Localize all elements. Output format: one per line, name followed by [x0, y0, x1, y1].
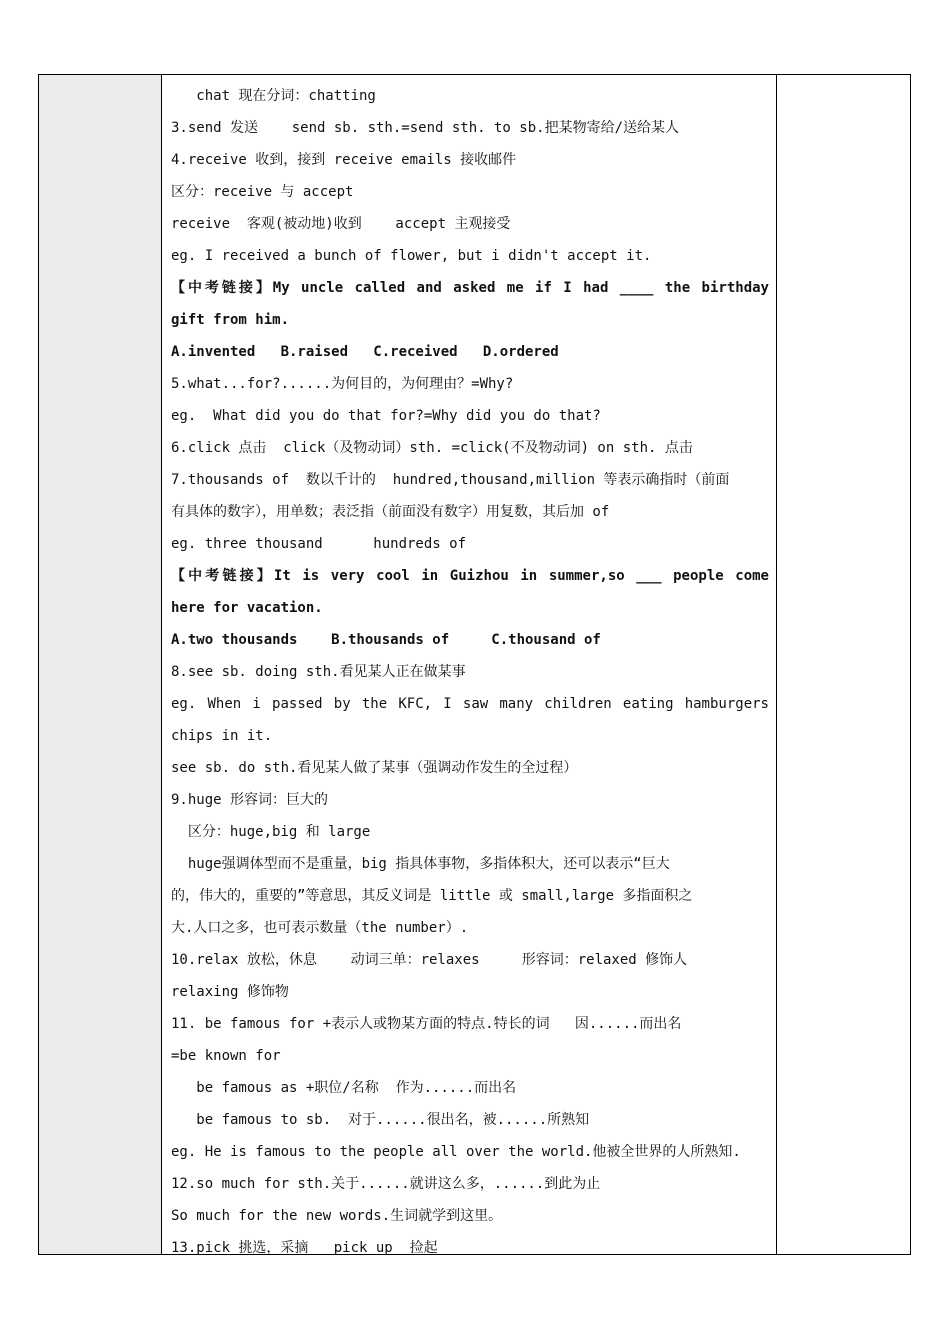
text-line: 11. be famous for +表示人或物某方面的特点.特长的词 因......而出名: [171, 1016, 682, 1032]
text-line: eg. What did you do that for?=Why did you do that?: [171, 408, 601, 424]
text-line: eg. He is famous to the people all over the world.他被全世界的人所熟知.: [171, 1144, 741, 1160]
text-line: be famous as +职位/名称 作为......而出名: [171, 1080, 517, 1096]
right-column-cell: [777, 75, 910, 1254]
text-line: here for vacation.: [171, 600, 323, 616]
text-line: see sb. do sth.看见某人做了某事（强调动作发生的全过程）: [171, 760, 578, 776]
text-line: 【中考链接】It is very cool in Guizhou in summer,so ___ people come: [171, 568, 769, 584]
text-line: 大.人口之多，也可表示数量（the number）.: [171, 920, 469, 936]
text-line: 12.so much for sth.关于......就讲这么多，......到此为止: [171, 1176, 601, 1192]
text-line: 区分：receive 与 accept: [171, 184, 354, 200]
text-line: A.invented B.raised C.received D.ordered: [171, 344, 559, 360]
text-line: 6.click 点击 click（及物动词）sth. =click(不及物动词) on sth. 点击: [171, 440, 693, 456]
left-column-cell: [39, 75, 162, 1254]
text-line: 10.relax 放松，休息 动词三单：relaxes 形容词：relaxed 修饰人: [171, 952, 688, 968]
text-line: 13.pick 挑选，采摘 pick up 捡起: [171, 1240, 438, 1256]
text-line: =be known for: [171, 1048, 281, 1064]
text-line: A.two thousands B.thousands of C.thousand of: [171, 632, 601, 648]
text-line: relaxing 修饰物: [171, 984, 289, 1000]
text-line: huge强调体型而不是重量，big 指具体事物，多指体积大，还可以表示“巨大: [171, 856, 670, 872]
text-line: eg. three thousand hundreds of: [171, 536, 467, 552]
text-line: be famous to sb. 对于......很出名，被......所熟知: [171, 1112, 590, 1128]
text-line: 3.send 发送 send sb. sth.=send sth. to sb.把某物寄给/送给某人: [171, 120, 680, 136]
text-line: 5.what...for?......为何目的，为何理由？=Why?: [171, 376, 514, 392]
text-line: gift from him.: [171, 312, 290, 328]
text-line: receive 客观(被动地)收到 accept 主观接受: [171, 216, 511, 232]
lesson-table: [38, 74, 911, 1255]
text-line: 9.huge 形容词：巨大的: [171, 792, 329, 808]
text-line: 的，伟大的，重要的”等意思，其反义词是 little 或 small,large 多指面积之: [171, 888, 693, 904]
text-line: 【中考链接】My uncle called and asked me if I had ____ the birthday: [171, 280, 769, 296]
text-line: chat 现在分词：chatting: [171, 88, 376, 104]
text-line: 7.thousands of 数以千计的 hundred,thousand,million 等表示确指时（前面: [171, 472, 730, 488]
text-line: chips in it.: [171, 728, 273, 744]
text-line: 有具体的数字），用单数；表泛指（前面没有数字）用复数，其后加 of: [171, 504, 610, 520]
notes-column-cell: [162, 75, 777, 1254]
text-line: So much for the new words.生词就学到这里。: [171, 1208, 503, 1224]
notes-content: [171, 80, 769, 1264]
text-line: 8.see sb. doing sth.看见某人正在做某事: [171, 664, 466, 680]
text-line: eg. When i passed by the KFC, I saw many children eating hamburgers: [171, 696, 769, 712]
text-line: 区分：huge,big 和 large: [171, 824, 371, 840]
text-line: eg. I received a bunch of flower, but i didn't accept it.: [171, 248, 652, 264]
text-line: 4.receive 收到，接到 receive emails 接收邮件: [171, 152, 517, 168]
